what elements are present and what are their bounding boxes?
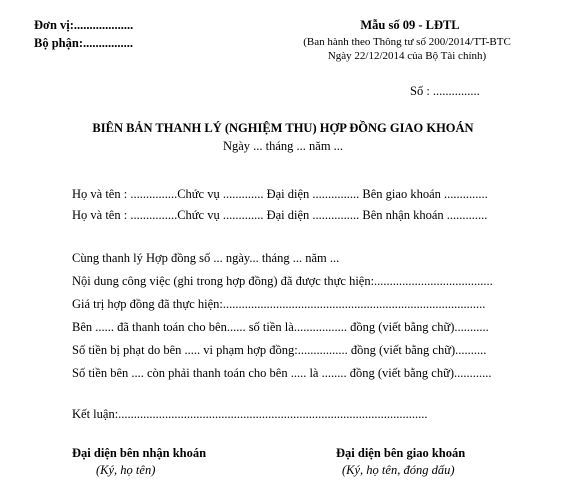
unit-line: Đơn vị:...................	[34, 18, 134, 32]
signature-right-note: (Ký, họ tên, đóng dấu)	[342, 463, 455, 477]
content-line-4: Bên ...... đã thanh toán cho bên...... số tiền là................. đồng (viết bằng chữ)...........	[72, 320, 489, 334]
issued-by-line1: (Ban hành theo Thông tư số 200/2014/TT-BTC	[303, 36, 511, 48]
party-line-1: Họ và tên : ...............Chức vụ ............. Đại diện ............... Bên giao khoán ..............	[72, 187, 488, 201]
party-line-2: Họ và tên : ...............Chức vụ ............. Đại diện ............... Bên nhận khoán .............	[72, 208, 488, 222]
form-code: Mẫu số 09 - LĐTL	[360, 18, 460, 32]
conclusion-line: Kết luận:...................................................................................................	[72, 407, 428, 421]
content-line-6: Số tiền bên .... còn phải thanh toán cho bên ..... là ........ đồng (viết bằng chữ)............	[72, 366, 492, 380]
document-title: BIÊN BẢN THANH LÝ (NGHIỆM THU) HỢP ĐỒNG GIAO KHOÁN	[92, 121, 474, 135]
content-line-2: Nội dung công việc (ghi trong hợp đồng) đã được thực hiện:......................................	[72, 274, 493, 288]
signature-left-title: Đại diện bên nhận khoán	[72, 446, 207, 460]
signature-right-title: Đại diện bên giao khoán	[336, 446, 466, 460]
document-date: Ngày ... tháng ... năm ...	[222, 139, 344, 153]
document-number: Số : ...............	[410, 84, 480, 98]
content-line-3: Giá trị hợp đồng đã thực hiện:....................................................................................	[72, 297, 486, 311]
content-line-1: Cùng thanh lý Hợp đồng số ... ngày... tháng ... năm ...	[72, 251, 340, 265]
department-line: Bộ phận:................	[34, 36, 133, 50]
content-line-5: Số tiền bị phạt do bên ..... vi phạm hợp đồng:................ đồng (viết bằng chữ)..........	[72, 343, 487, 357]
signature-left-note: (Ký, họ tên)	[96, 463, 156, 477]
issued-by-line2: Ngày 22/12/2014 của Bộ Tài chính)	[327, 50, 487, 62]
